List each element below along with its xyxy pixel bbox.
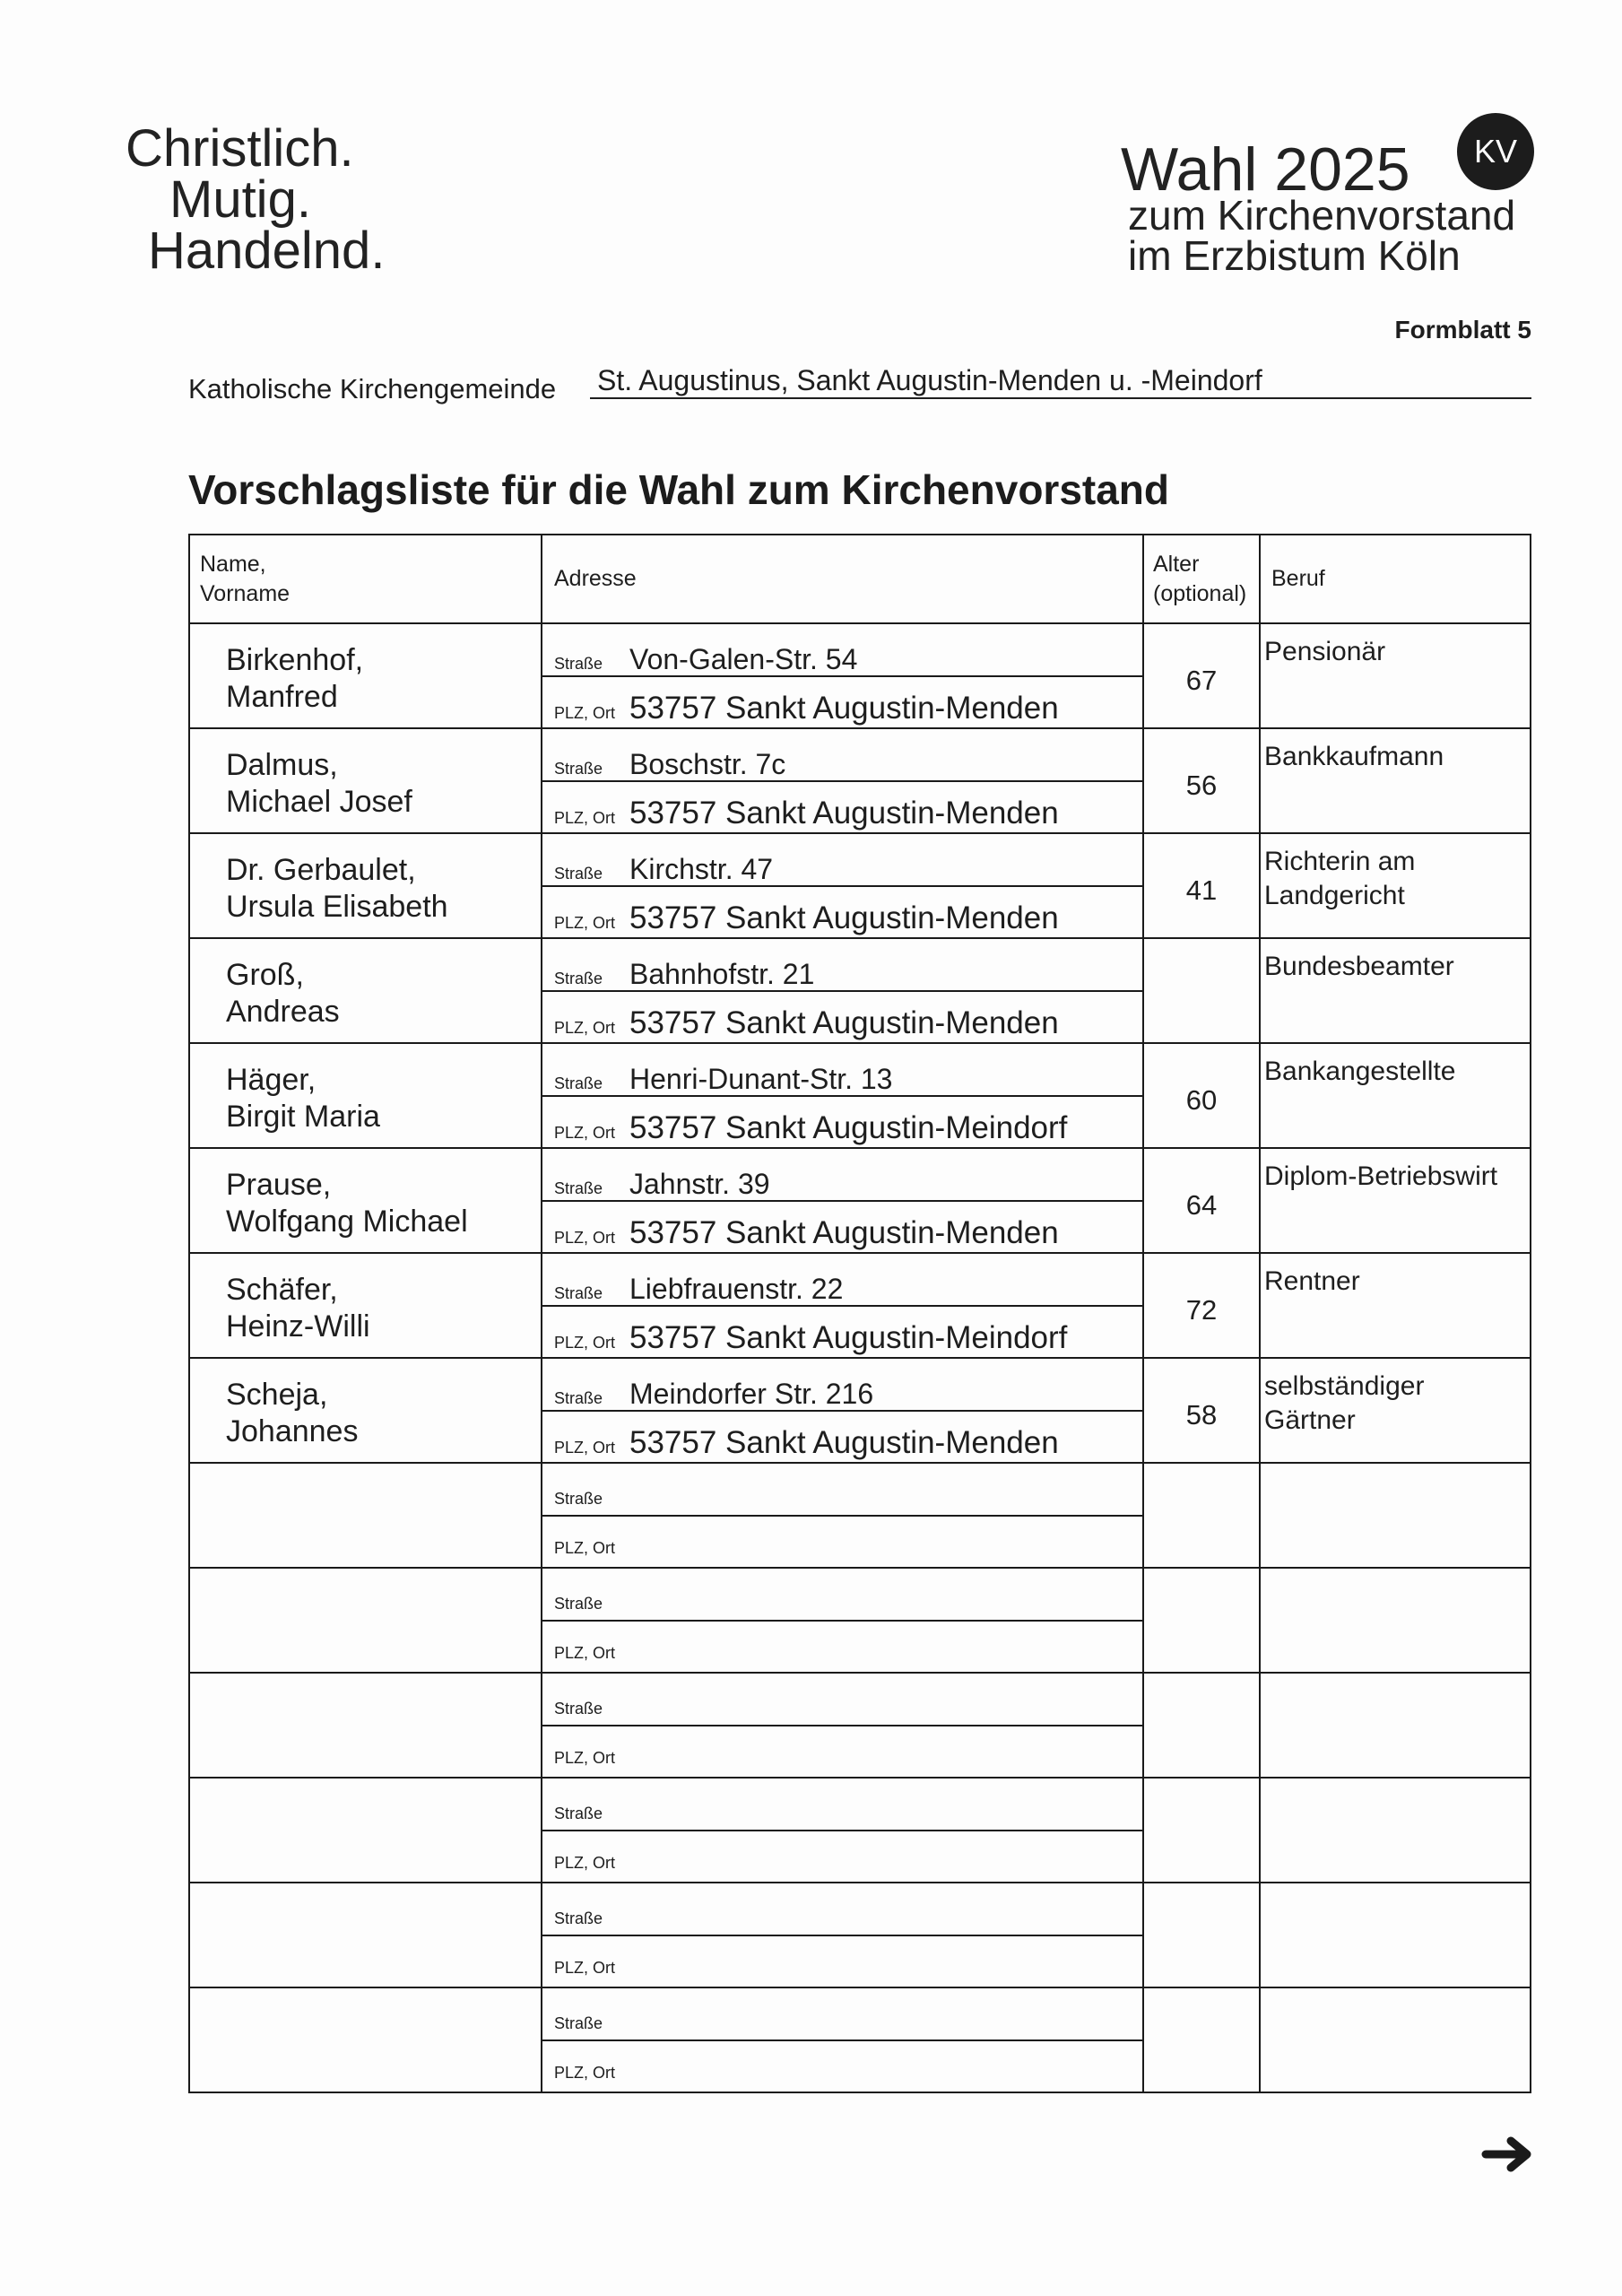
occupation-value: Bankkaufmann [1264,742,1444,771]
age-cell [1144,1044,1261,1147]
street-label: Straße [554,1700,603,1718]
name-cell [190,1254,542,1357]
city-line [542,1517,1142,1567]
street-label: Straße [554,1074,603,1092]
street-line [542,834,1142,887]
candidate-given-name: Johannes [226,1414,359,1448]
table-row [190,1779,1530,1883]
candidate-surname: Prause, [226,1168,332,1202]
city-value: 53757 Sankt Augustin-Meindorf [629,1320,1068,1355]
candidate-surname: Birkenhof, [226,643,364,677]
age-cell [1144,834,1261,937]
street-label: Straße [554,1595,603,1613]
candidate-surname: Groß, [226,958,304,992]
city-label: PLZ, Ort [554,1644,616,1662]
slogan-line-2: Mutig. [169,170,311,229]
street-line [542,1254,1142,1307]
candidate-given-name: Andreas [226,995,340,1029]
age-cell [1144,939,1261,1042]
age-cell [1144,1464,1261,1567]
city-line [542,1097,1142,1147]
age-cell [1144,624,1261,727]
table-row [190,1674,1530,1779]
slogan-line-1: Christlich. [126,119,354,178]
address-cell [542,1464,1144,1567]
name-cell [190,834,542,937]
city-label: PLZ, Ort [554,1124,616,1142]
occupation-value: Bundesbeamter [1264,952,1454,981]
table-row [190,1359,1530,1464]
election-subtitle-1: zum Kirchenvorstand [1128,192,1516,239]
address-cell [542,1149,1144,1252]
street-label: Straße [554,1805,603,1822]
header-age-line-1: Alter [1153,551,1200,577]
city-line [542,1936,1142,1987]
street-label: Straße [554,1490,603,1508]
age-cell [1144,1883,1261,1987]
street-line [542,1149,1142,1202]
age-value: 67 [1185,664,1218,696]
city-line [542,1202,1142,1252]
street-label: Straße [554,1909,603,1927]
parish-value: St. Augustinus, Sankt Augustin-Menden u. -Meindorf [597,364,1262,396]
table-row [190,1988,1530,2093]
occupation-cell [1261,1464,1530,1567]
table-row [190,834,1530,939]
occupation-value: Richterin am Landgericht [1264,847,1416,910]
name-cell [190,729,542,832]
street-line [542,1779,1142,1831]
address-cell [542,1779,1144,1882]
header-age-line-2: (optional) [1153,580,1247,606]
header-occupation-label: Beruf [1271,566,1325,591]
occupation-cell [1261,1883,1530,1987]
street-line [542,1464,1142,1517]
header-age [1144,535,1261,622]
street-value: Liebfrauenstr. 22 [629,1273,844,1305]
age-cell [1144,1254,1261,1357]
occupation-value: Pensionär [1264,637,1386,666]
table-header [190,535,1530,624]
city-value: 53757 Sankt Augustin-Menden [629,1215,1059,1250]
street-value: Henri-Dunant-Str. 13 [629,1063,893,1095]
city-label: PLZ, Ort [554,1539,616,1557]
street-line [542,939,1142,992]
address-cell [542,729,1144,832]
age-cell [1144,1674,1261,1777]
table-row [190,1464,1530,1569]
candidate-surname: Scheja, [226,1378,328,1412]
table-row [190,1569,1530,1674]
occupation-value: Rentner [1264,1266,1360,1296]
street-line [542,624,1142,677]
city-value: 53757 Sankt Augustin-Menden [629,900,1059,935]
city-label: PLZ, Ort [554,1749,616,1767]
street-line [542,1359,1142,1412]
street-value: Boschstr. 7c [629,748,786,780]
age-cell [1144,1359,1261,1462]
address-cell [542,834,1144,937]
street-line [542,729,1142,782]
city-line [542,782,1142,832]
street-label: Straße [554,760,603,778]
header-name-line-2: Vorname [200,580,291,606]
city-label: PLZ, Ort [554,809,616,827]
name-cell [190,1988,542,2092]
table-row [190,1044,1530,1149]
city-line [542,887,1142,937]
street-value: Meindorfer Str. 216 [629,1378,874,1410]
city-label: PLZ, Ort [554,2064,616,2082]
city-line [542,1831,1142,1882]
occupation-value: selbständiger Gärtner [1264,1371,1425,1435]
name-cell [190,1359,542,1462]
table-row [190,1149,1530,1254]
form-number: Formblatt 5 [1394,316,1531,344]
street-line [542,1674,1142,1726]
table-row [190,729,1530,834]
street-label: Straße [554,655,603,673]
name-cell [190,1779,542,1882]
city-line [542,2041,1142,2092]
street-label: Straße [554,865,603,883]
street-label: Straße [554,970,603,987]
city-label: PLZ, Ort [554,1019,616,1037]
address-cell [542,1883,1144,1987]
election-title: Wahl 2025 [1121,135,1410,204]
header-name-line-1: Name, [200,551,266,577]
city-label: PLZ, Ort [554,1229,616,1247]
name-cell [190,1674,542,1777]
city-line [542,1726,1142,1777]
address-cell [542,939,1144,1042]
name-cell [190,1883,542,1987]
occupation-cell [1261,1674,1530,1777]
address-cell [542,1254,1144,1357]
header-occupation [1261,535,1530,622]
street-line [542,1044,1142,1097]
age-cell [1144,729,1261,832]
name-cell [190,1044,542,1147]
header-name [190,535,542,622]
candidate-given-name: Michael Josef [226,785,412,819]
election-subtitle-2: im Erzbistum Köln [1128,232,1461,279]
name-cell [190,624,542,727]
occupation-value: Diplom-Betriebswirt [1264,1161,1498,1191]
age-value: 56 [1185,769,1218,801]
occupation-cell [1261,1254,1530,1357]
city-label: PLZ, Ort [554,1959,616,1977]
age-cell [1144,1569,1261,1672]
occupation-cell [1261,1779,1530,1882]
candidate-table [188,534,1531,2093]
age-value: 64 [1185,1188,1218,1221]
occupation-cell [1261,729,1530,832]
slogan-logo [126,119,386,280]
street-label: Straße [554,1389,603,1407]
occupation-cell [1261,624,1530,727]
kv-badge-label: KV [1473,133,1518,170]
address-cell [542,624,1144,727]
age-value: 72 [1185,1293,1218,1326]
street-line [542,1883,1142,1936]
header-address [542,535,1144,622]
city-value: 53757 Sankt Augustin-Meindorf [629,1110,1068,1145]
address-cell [542,1988,1144,2092]
street-value: Jahnstr. 39 [629,1168,770,1200]
header-address-label: Adresse [554,566,637,591]
table-row [190,939,1530,1044]
name-cell [190,939,542,1042]
city-line [542,992,1142,1042]
occupation-cell [1261,939,1530,1042]
candidate-rows [190,624,1530,2093]
candidate-given-name: Ursula Elisabeth [226,890,448,924]
street-label: Straße [554,1179,603,1197]
name-cell [190,1569,542,1672]
city-label: PLZ, Ort [554,1854,616,1872]
city-line [542,1307,1142,1357]
street-label: Straße [554,1284,603,1302]
occupation-cell [1261,1149,1530,1252]
city-line [542,677,1142,727]
street-value: Kirchstr. 47 [629,853,774,885]
arrow-right-icon [1481,2135,1533,2173]
age-cell [1144,1988,1261,2092]
slogan-line-3: Handelnd. [148,222,386,280]
candidate-given-name: Birgit Maria [226,1100,380,1134]
candidate-given-name: Wolfgang Michael [226,1205,468,1239]
occupation-cell [1261,1044,1530,1147]
street-line [542,1988,1142,2041]
address-cell [542,1674,1144,1777]
table-row [190,1254,1530,1359]
age-value: 58 [1185,1398,1218,1431]
age-value: 41 [1185,874,1218,906]
candidate-given-name: Heinz-Willi [226,1309,370,1344]
city-value: 53757 Sankt Augustin-Menden [629,1005,1059,1040]
city-line [542,1622,1142,1672]
street-label: Straße [554,2014,603,2032]
page-title: Vorschlagsliste für die Wahl zum Kirchenvorstand [188,466,1170,513]
city-line [542,1412,1142,1462]
occupation-cell [1261,1988,1530,2092]
age-value: 60 [1185,1083,1218,1116]
age-cell [1144,1149,1261,1252]
address-cell [542,1569,1144,1672]
city-label: PLZ, Ort [554,1439,616,1457]
occupation-value: Bankangestellte [1264,1057,1456,1086]
city-label: PLZ, Ort [554,704,616,722]
candidate-surname: Dalmus, [226,748,338,782]
table-row [190,1883,1530,1988]
address-cell [542,1359,1144,1462]
candidate-surname: Schäfer, [226,1273,338,1307]
city-value: 53757 Sankt Augustin-Menden [629,691,1059,726]
street-value: Von-Galen-Str. 54 [629,643,858,675]
kv-badge [1457,113,1534,190]
occupation-cell [1261,834,1530,937]
street-line [542,1569,1142,1622]
age-cell [1144,1779,1261,1882]
candidate-given-name: Manfred [226,680,338,714]
address-cell [542,1044,1144,1147]
city-value: 53757 Sankt Augustin-Menden [629,1425,1059,1460]
occupation-cell [1261,1569,1530,1672]
name-cell [190,1149,542,1252]
occupation-cell [1261,1359,1530,1462]
parish-label: Katholische Kirchengemeinde [188,373,557,404]
city-label: PLZ, Ort [554,1334,616,1352]
name-cell [190,1464,542,1567]
city-label: PLZ, Ort [554,914,616,932]
table-row [190,624,1530,729]
street-value: Bahnhofstr. 21 [629,958,815,990]
candidate-surname: Dr. Gerbaulet, [226,853,416,887]
parish-underline [590,397,1531,399]
city-value: 53757 Sankt Augustin-Menden [629,796,1059,831]
candidate-surname: Häger, [226,1063,317,1097]
